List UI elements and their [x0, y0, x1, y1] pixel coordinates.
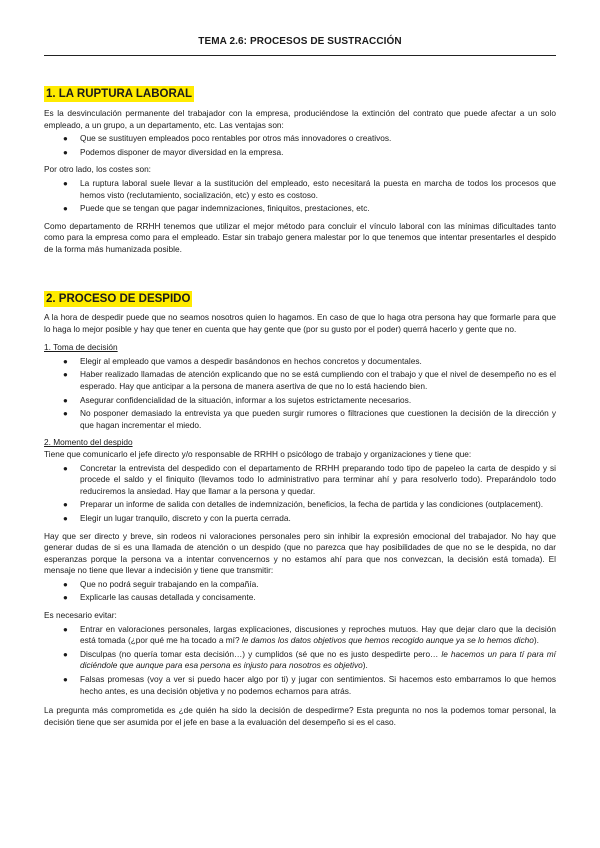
section-1-body — [44, 108, 556, 256]
list-item: ● Elegir un lugar tranquilo, discreto y con la puerta cerrada. — [63, 512, 291, 523]
section-2-closing: La pregunta más comprometida es ¿de quién ha sido la decisión de despedirme? Esta pregunta no nos la podemos tomar personal, la decisión tiene que ser asumida por el jefe en base a la evaluación del desempeño si es el caso. — [44, 705, 556, 727]
bullet-icon: ● — [63, 409, 68, 419]
section-2 — [44, 289, 556, 307]
avoid-list — [44, 624, 556, 698]
transmit-list — [44, 579, 556, 604]
subsection-2-intro: Tiene que comunicarlo el jefe directo y/o responsable de RRHH o psicólogo de trabajo y organizaciones y tiene que: — [44, 448, 472, 459]
bullet-icon: ● — [63, 513, 68, 523]
bullet-icon: ● — [63, 370, 68, 380]
bullet-icon: ● — [63, 395, 68, 405]
costs-list — [44, 178, 556, 215]
bullet-icon: ● — [63, 147, 68, 157]
list-item: ● Elegir al empleado que vamos a despedir basándonos en hechos concretos y documentales. — [63, 355, 422, 366]
page-title: TEMA 2.6: PROCESOS DE SUSTRACCIÓN — [198, 36, 402, 47]
bullet-icon: ● — [63, 134, 68, 144]
bullet-icon: ● — [63, 675, 68, 685]
list-item: ● Disculpas (no quería tomar esta decisión…) y cumplidos (sé que no es justo despedirte pero… le hacemos un para tí para mí diciéndole que aunque para esa persona es injusto para nosotros es objetivo). — [63, 648, 556, 671]
costs-intro: Por otro lado, los costes son: — [44, 164, 151, 175]
section-1 — [44, 84, 556, 102]
section-2-heading: 2. PROCESO DE DESPIDO — [46, 293, 191, 305]
section-2-body — [44, 312, 556, 728]
advantages-list — [44, 133, 556, 158]
list-item: ● Preparar un informe de salida con detalles de indemnización, beneficios, la fecha de partida y las condiciones (outplacement). — [63, 499, 544, 510]
list-item: ● Podemos disponer de mayor diversidad en la empresa. — [63, 146, 284, 157]
bullet-icon: ● — [63, 649, 68, 659]
avoid-intro: Es necesario evitar: — [44, 610, 117, 621]
list-item: ● Haber realizado llamadas de atención explicando que no se está cumpliendo con el trabajo y que el nivel de desempeño no es el esperado. Hay que anticipar a la persona de manera asertiva de que no lo está haciendo bien. — [63, 369, 556, 391]
direct-paragraph: Hay que ser directo y breve, sin rodeos ni valoraciones personales pero sin inhibir la expresión emocional del trabajador. No hay que generar dudas de si es una llamada de atención o un despido (que no parezca que hay posibilidades de que no se le despida, no dar esperanzas porque la persona va a intentar convencernos y no estamos ahí para que nos convezcan, la decisión está tomada). El mensaje no tiene que llevar a indecisión y tiene que transmitir: — [44, 530, 556, 576]
list-item: ● Que no podrá seguir trabajando en la compañía. — [63, 578, 259, 589]
list-item: ● Concretar la entrevista del despedido con el departamento de RRHH preparando todo tipo de papeleo la carta de despido y si procede el saldo y el finiquito (llevamos todo lo administrativo para terminar ahí y para resolverlo todo). Preparándolo todo reduciremos la ansiedad. Hay que llamar a la persona y quedar. — [63, 462, 556, 496]
header-divider — [44, 55, 556, 56]
section-1-heading: 1. LA RUPTURA LABORAL — [46, 88, 193, 100]
decision-list — [44, 356, 556, 432]
list-item: ● Asegurar confidencialidad de la situación, informar a los sujetos estrictamente necesarios. — [63, 394, 412, 405]
bullet-icon: ● — [63, 579, 68, 589]
section-2-intro: A la hora de despedir puede que no seamos nosotros quien lo hagamos. En caso de que lo haga otra persona hay que formarle para que lo haga lo mejor posible y hay que tener en cuenta que hay gente que (por su gusto por el poder) querrá hacerlo y gente que no. — [44, 312, 556, 334]
bullet-icon: ● — [63, 178, 68, 188]
bullet-icon: ● — [63, 593, 68, 603]
list-item: ● Entrar en valoraciones personales, largas explicaciones, discusiones y reproches mutuos. Hay que dejar claro que la decisión está tomada (¿por qué me ha tocado a mí? le damos los datos objetivos que hemos recogido aunque ya se lo hemos dicho). — [63, 623, 556, 646]
section-1-intro: Es la desvinculación permanente del trabajador con la empresa, produciéndose la extinción del contrato que puede afectar a un solo empleado, a un grupo, a un departamento, etc. Las ventajas son: — [44, 108, 556, 130]
section-1-closing: Como departamento de RRHH tenemos que utilizar el mejor método para concluir el vínculo laboral con las mínimas dificultades tanto como para la empresa como para el empleado. Estar sin trabajo genera malestar por lo que tenemos que intentar presentarles el despido de la forma más humanizada posible. — [44, 220, 556, 254]
list-item: ● Que se sustituyen empleados poco rentables por otros más innovadores o creativos. — [63, 133, 392, 144]
bullet-icon: ● — [63, 500, 68, 510]
subsection-2-title: 2. Momento del despido — [44, 437, 133, 448]
bullet-icon: ● — [63, 463, 68, 473]
bullet-icon: ● — [63, 204, 68, 214]
list-item: ● No posponer demasiado la entrevista ya que pueden surgir rumores o filtraciones que cuestionen la decisión de la dirección y que hagan incrementar el miedo. — [63, 408, 556, 430]
list-item: ● Puede que se tengan que pagar indemnizaciones, finiquitos, prestaciones, etc. — [63, 203, 370, 214]
bullet-icon: ● — [63, 356, 68, 366]
list-item: ● La ruptura laboral suele llevar a la sustitución del empleado, esto necesitará la puesta en marcha de todos los procesos que hemos visto (reclutamiento, socialización, etc) y esto es costoso. — [63, 177, 556, 200]
dismissal-list — [44, 463, 556, 525]
bullet-icon: ● — [63, 624, 68, 634]
list-item: ● Explicarle las causas detallada y concisamente. — [63, 592, 256, 603]
subsection-1-title: 1. Toma de decisión — [44, 342, 118, 353]
list-item: ● Falsas promesas (voy a ver si puedo hacer algo por ti) y jugar con sentimientos. Si hacemos esto embarramos lo que hemos hecho antes, es una decisión objetiva y no podemos echarnos para atrás. — [63, 674, 556, 696]
